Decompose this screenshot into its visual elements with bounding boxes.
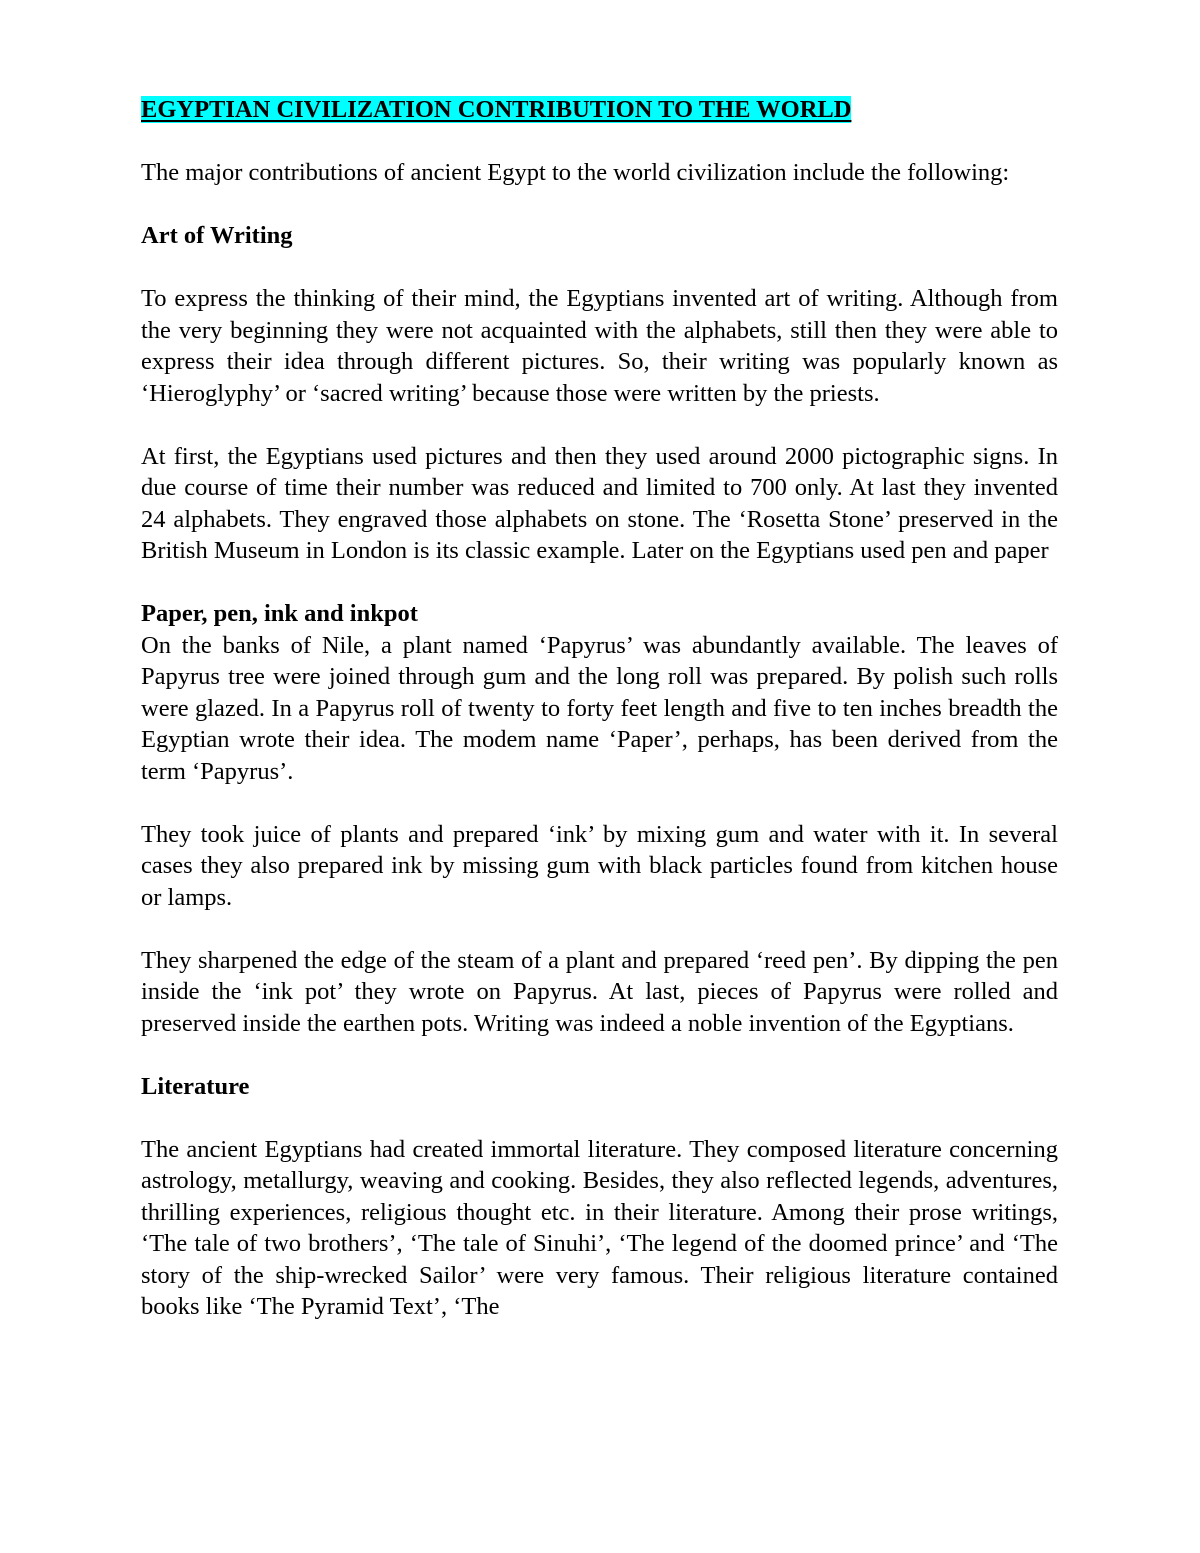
section-heading-literature: Literature (141, 1072, 250, 1100)
paragraph-paper-pen-ink-1: On the banks of Nile, a plant named ‘Papyrus’ was abundantly available. The leaves of Papyrus tree were joined through gum and the long roll was prepared. By polish such rolls were glazed. In a Papyrus roll of twenty to forty feet length and five to ten inches breadth the Egyptian wrote their idea. The modem name ‘Paper’, perhaps, has been derived from the term ‘Papyrus’. (141, 631, 1058, 785)
intro-paragraph: The major contributions of ancient Egypt to the world civilization include the following: (141, 159, 1010, 186)
document-title-text: EGYPTIAN CIVILIZATION CONTRIBUTION TO THE WORLD (141, 96, 852, 123)
paragraph-paper-pen-ink-2: They took juice of plants and prepared ‘ink’ by mixing gum and water with it. In several cases they also prepared ink by missing gum with black particles found from kitchen house or lamps. (141, 820, 1058, 911)
document-body (141, 94, 1058, 1323)
paragraph-paper-pen-ink-3: They sharpened the edge of the steam of a plant and prepared ‘reed pen’. By dipping the pen inside the ‘ink pot’ they wrote on Papyrus. At last, pieces of Papyrus were rolled and preserved inside the earthen pots. Writing was indeed a noble invention of the Egyptians. (141, 946, 1058, 1037)
section-heading-paper-pen-ink: Paper, pen, ink and inkpot (141, 600, 418, 627)
document-title (141, 94, 1058, 126)
paragraph-art-of-writing-1: To express the thinking of their mind, the Egyptians invented art of writing. Although from the very beginning they were not acquainted with the alphabets, still then they were able to express their idea through different pictures. So, their writing was popularly known as ‘Hieroglyphy’ or ‘sacred writing’ because those were written by the priests. (141, 285, 1058, 407)
paragraph-literature-1: The ancient Egyptians had created immortal literature. They composed literature concerning astrology, metallurgy, weaving and cooking. Besides, they also reflected legends, adventures, thrilling experiences, religious thought etc. in their literature. Among their prose writings, ‘The tale of two brothers’, ‘The tale of Sinuhi’, ‘The legend of the doomed prince’ and ‘The story of the ship-wrecked Sailor’ were very famous. Their religious literature contained books like ‘The Pyramid Text’, ‘The (141, 1135, 1058, 1320)
paragraph-art-of-writing-2: At first, the Egyptians used pictures and then they used around 2000 pictographic signs. In due course of time their number was reduced and limited to 700 only. At last they invented 24 alphabets. They engraved those alphabets on stone. The ‘Rosetta Stone’ preserved in the British Museum in London is its classic example. Later on the Egyptians used pen and paper (141, 442, 1058, 564)
section-heading-art-of-writing: Art of Writing (141, 222, 293, 249)
